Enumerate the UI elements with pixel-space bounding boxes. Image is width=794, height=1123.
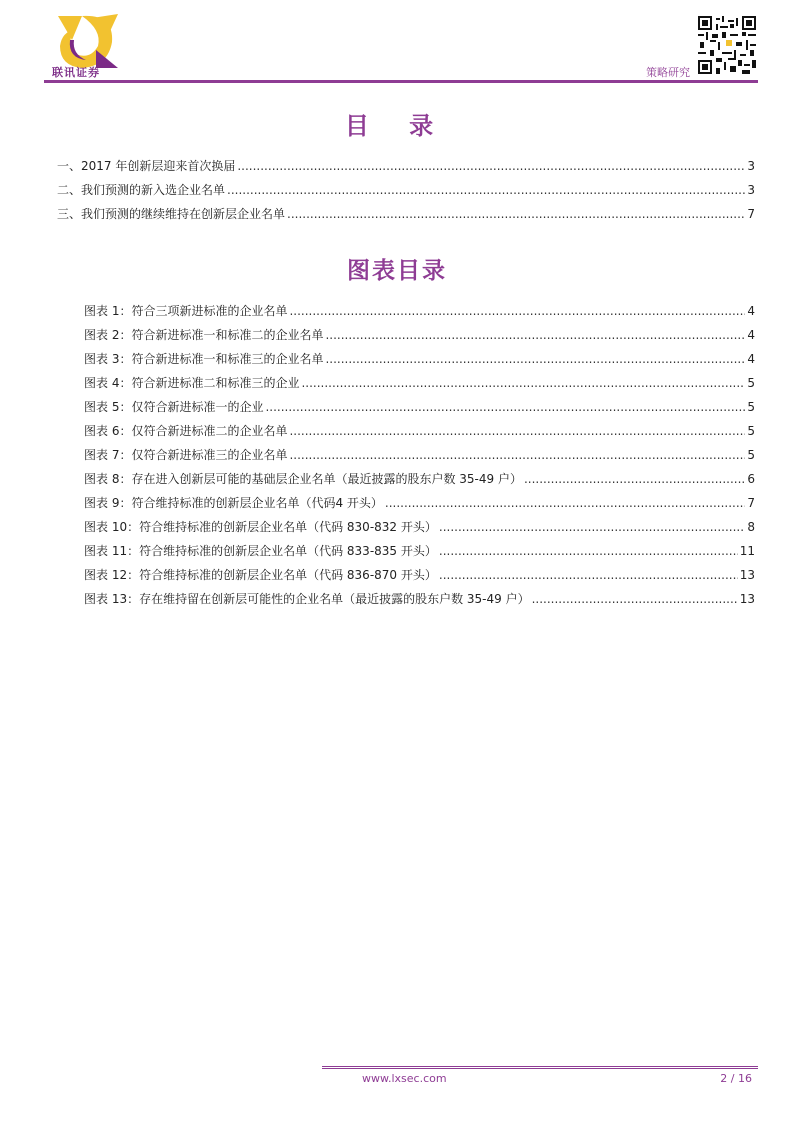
figure-entry[interactable] [84,511,755,535]
toc-entry[interactable] [57,198,755,222]
figure-entry[interactable] [84,439,755,463]
figure-entry-number: 图表 1： [84,304,132,318]
toc-entry-label: 二、我们预测的新入选企业名单 [57,183,226,197]
figure-entry-label: 符合维持标准的创新层企业名单（代码 836-870 开头） [139,568,437,582]
company-brand-name: 联讯证券 [52,66,100,79]
leader-dots [524,471,745,487]
figure-entry-label: 符合维持标准的创新层企业名单（代码 830-832 开头） [139,520,437,534]
leader-dots [289,303,745,319]
figure-entry-number: 图表 6： [84,424,132,438]
figure-entry[interactable] [84,343,755,367]
figure-entry-number: 图表 10： [84,520,140,534]
leader-dots [439,543,738,559]
leader-dots [532,591,738,607]
figure-entry-label: 符合新进标准一和标准三的企业名单 [131,352,324,366]
figure-entry-page: 4 [747,352,755,366]
figure-entry-page: 5 [747,376,755,390]
report-category: 策略研究 [646,66,690,79]
figure-entry[interactable] [84,487,755,511]
figure-entry[interactable] [84,415,755,439]
page-header [0,0,794,90]
figure-entry-label: 符合维持标准的创新层企业名单（代码 833-835 开头） [139,544,437,558]
leader-dots [289,423,745,439]
figure-entry-page: 13 [739,592,755,606]
figure-entry-label: 仅符合新进标准三的企业名单 [131,448,288,462]
figure-entry-page: 5 [747,400,755,414]
figure-entry-label: 符合维持标准的创新层企业名单（代码4 开头） [131,496,383,510]
figure-entry-page: 5 [747,448,755,462]
list-of-figures [84,295,755,607]
figure-entry-number: 图表 2： [84,328,132,342]
leader-dots [325,327,745,343]
figure-entry-label: 符合新进标准一和标准二的企业名单 [131,328,324,342]
figure-entry-label: 仅符合新进标准一的企业 [131,400,264,414]
footer-website-link[interactable]: www.lxsec.com [362,1072,447,1085]
figure-entry[interactable] [84,367,755,391]
figure-entry-page: 7 [747,496,755,510]
figure-entry-number: 图表 12： [84,568,140,582]
figure-entry[interactable] [84,391,755,415]
figure-entry-number: 图表 7： [84,448,132,462]
leader-dots [237,158,745,174]
figure-entry-number: 图表 13： [84,592,140,606]
toc-entry-page: 3 [747,159,755,173]
leader-dots [325,351,745,367]
leader-dots [289,447,745,463]
toc-title: 目 录 [344,112,450,140]
figure-entry[interactable] [84,295,755,319]
toc-entry-page: 7 [747,207,755,221]
leader-dots [385,495,745,511]
figure-entry[interactable] [84,463,755,487]
leader-dots [265,399,745,415]
table-of-contents [57,150,755,222]
figure-entry-number: 图表 4： [84,376,132,390]
figure-entry-label: 存在进入创新层可能的基础层企业名单（最近披露的股东户数 35-49 户） [131,472,522,486]
toc-entry[interactable] [57,150,755,174]
leader-dots [301,375,745,391]
leader-dots [227,182,745,198]
figure-entry-label: 符合新进标准二和标准三的企业 [131,376,300,390]
figure-entry-number: 图表 9： [84,496,132,510]
toc-entry-label: 三、我们预测的继续维持在创新层企业名单 [57,207,286,221]
qr-code-icon [698,16,756,74]
figure-entry[interactable] [84,583,755,607]
figure-entry-label: 存在维持留在创新层可能性的企业名单（最近披露的股东户数 35-49 户） [139,592,530,606]
leader-dots [439,567,738,583]
footer-divider-secondary [322,1068,758,1069]
figure-entry[interactable] [84,559,755,583]
figure-list-title: 图表目录 [347,258,447,284]
figure-entry-number: 图表 3： [84,352,132,366]
figure-entry-page: 6 [747,472,755,486]
toc-entry-label: 一、2017 年创新层迎来首次换届 [57,159,236,173]
page-number: 2 / 16 [720,1072,752,1085]
figure-entry-label: 符合三项新进标准的企业名单 [131,304,288,318]
figure-entry-page: 5 [747,424,755,438]
toc-entry[interactable] [57,174,755,198]
figure-entry[interactable] [84,319,755,343]
figure-entry-number: 图表 8： [84,472,132,486]
figure-entry-page: 13 [739,568,755,582]
header-divider [44,80,758,83]
figure-entry[interactable] [84,535,755,559]
toc-entry-page: 3 [747,183,755,197]
leader-dots [439,519,745,535]
figure-entry-number: 图表 5： [84,400,132,414]
figure-entry-page: 4 [747,304,755,318]
leader-dots [287,206,745,222]
footer-divider [322,1066,758,1067]
figure-entry-page: 8 [747,520,755,534]
figure-entry-number: 图表 11： [84,544,140,558]
figure-entry-page: 4 [747,328,755,342]
figure-entry-label: 仅符合新进标准二的企业名单 [131,424,288,438]
figure-entry-page: 11 [739,544,755,558]
